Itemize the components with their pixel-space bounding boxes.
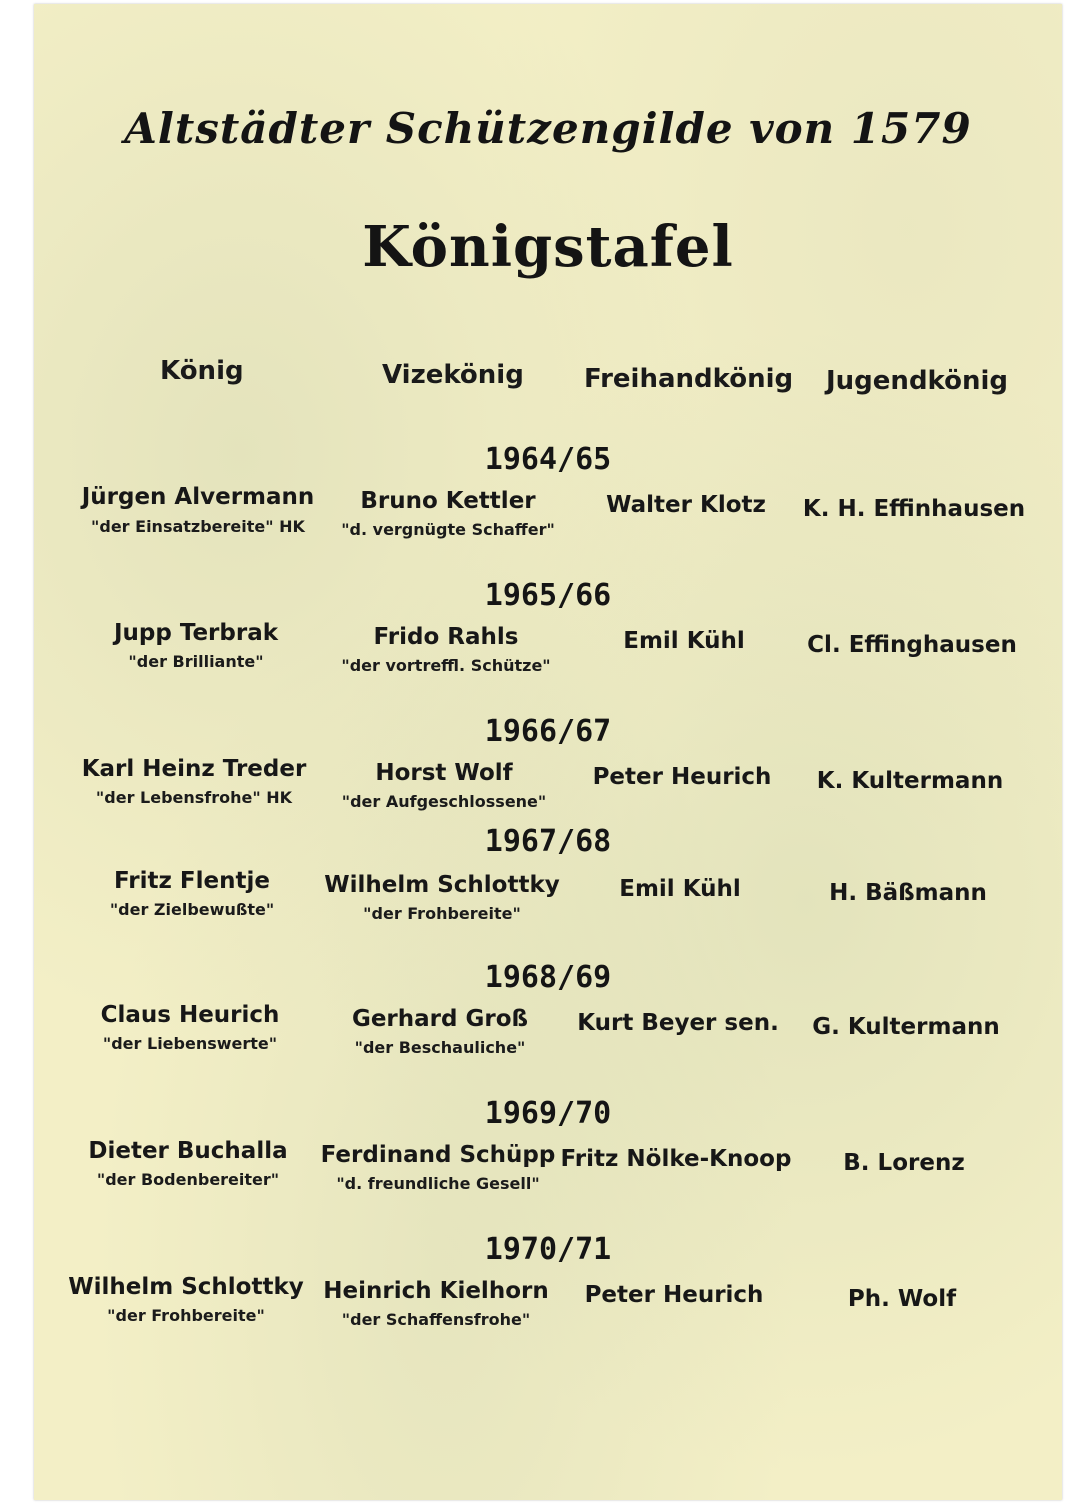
koenig-name: Karl Heinz Treder [81,756,307,782]
year-heading: 1966/67 [484,714,612,749]
year-heading: 1968/69 [484,960,612,995]
koenig-name: Wilhelm Schlottky [68,1274,304,1300]
koenig-name: Claus Heurich [100,1002,280,1028]
year-heading: 1964/65 [484,442,612,477]
column-header-freihandkoenig: Freihandkönig [584,364,794,394]
jugendkoenig-name: H. Bäßmann [829,880,987,906]
year-heading: 1969/70 [484,1096,612,1131]
vizekoenig-nickname: "der Frohbereite" [363,904,521,923]
koenig-nickname: "der Frohbereite" [107,1306,265,1325]
koenig-name: Jürgen Alvermann [81,484,315,510]
freihandkoenig-name: Peter Heurich [584,1282,764,1308]
vizekoenig-nickname: "d. vergnügte Schaffer" [341,520,555,539]
koenig-nickname: "der Bodenbereiter" [96,1170,280,1189]
jugendkoenig-name: B. Lorenz [843,1150,965,1176]
jugendkoenig-name: K. H. Effinhausen [802,496,1026,522]
vizekoenig-name: Ferdinand Schüpp [320,1142,556,1168]
jugendkoenig-name: Cl. Effinghausen [807,632,1017,658]
freihandkoenig-name: Walter Klotz [606,492,766,518]
vizekoenig-name: Gerhard Groß [351,1006,529,1032]
koenig-nickname: "der Zielbewußte" [109,900,275,919]
vizekoenig-nickname: "der Schaffensfrohe" [341,1310,531,1329]
column-header-jugendkoenig: Jugendkönig [826,366,1009,396]
freihandkoenig-name: Kurt Beyer sen. [577,1010,779,1036]
year-heading: 1967/68 [484,824,612,859]
jugendkoenig-name: K. Kultermann [816,768,1004,794]
vizekoenig-nickname: "d. freundliche Gesell" [336,1174,540,1193]
freihandkoenig-name: Fritz Nölke-Knoop [560,1146,792,1172]
page-title: Königstafel [362,214,734,280]
year-heading: 1965/66 [484,578,612,613]
vizekoenig-nickname: "der Beschauliche" [354,1038,526,1057]
year-heading: 1970/71 [484,1232,612,1267]
club-title: Altstädter Schützengilde von 1579 [124,104,972,153]
koenig-nickname: "der Lebensfrohe" HK [95,788,293,807]
vizekoenig-name: Wilhelm Schlottky [324,872,560,898]
koenig-name: Fritz Flentje [114,868,270,894]
column-header-koenig: König [160,356,244,386]
jugendkoenig-name: G. Kultermann [812,1014,1000,1040]
vizekoenig-name: Bruno Kettler [360,488,536,514]
koenig-nickname: "der Brilliante" [128,652,264,671]
freihandkoenig-name: Emil Kühl [623,628,745,654]
vizekoenig-name: Frido Rahls [373,624,519,650]
vizekoenig-nickname: "der vortreffl. Schütze" [341,656,551,675]
koenig-name: Jupp Terbrak [113,620,279,646]
vizekoenig-name: Horst Wolf [375,760,513,786]
koenig-name: Dieter Buchalla [88,1138,288,1164]
freihandkoenig-name: Emil Kühl [619,876,741,902]
vizekoenig-nickname: "der Aufgeschlossene" [341,792,547,811]
koenig-nickname: "der Liebenswerte" [102,1034,278,1053]
column-header-vizekoenig: Vizekönig [382,360,524,390]
vizekoenig-name: Heinrich Kielhorn [323,1278,549,1304]
freihandkoenig-name: Peter Heurich [592,764,772,790]
koenig-nickname: "der Einsatzbereite" HK [91,517,305,536]
jugendkoenig-name: Ph. Wolf [847,1286,957,1312]
